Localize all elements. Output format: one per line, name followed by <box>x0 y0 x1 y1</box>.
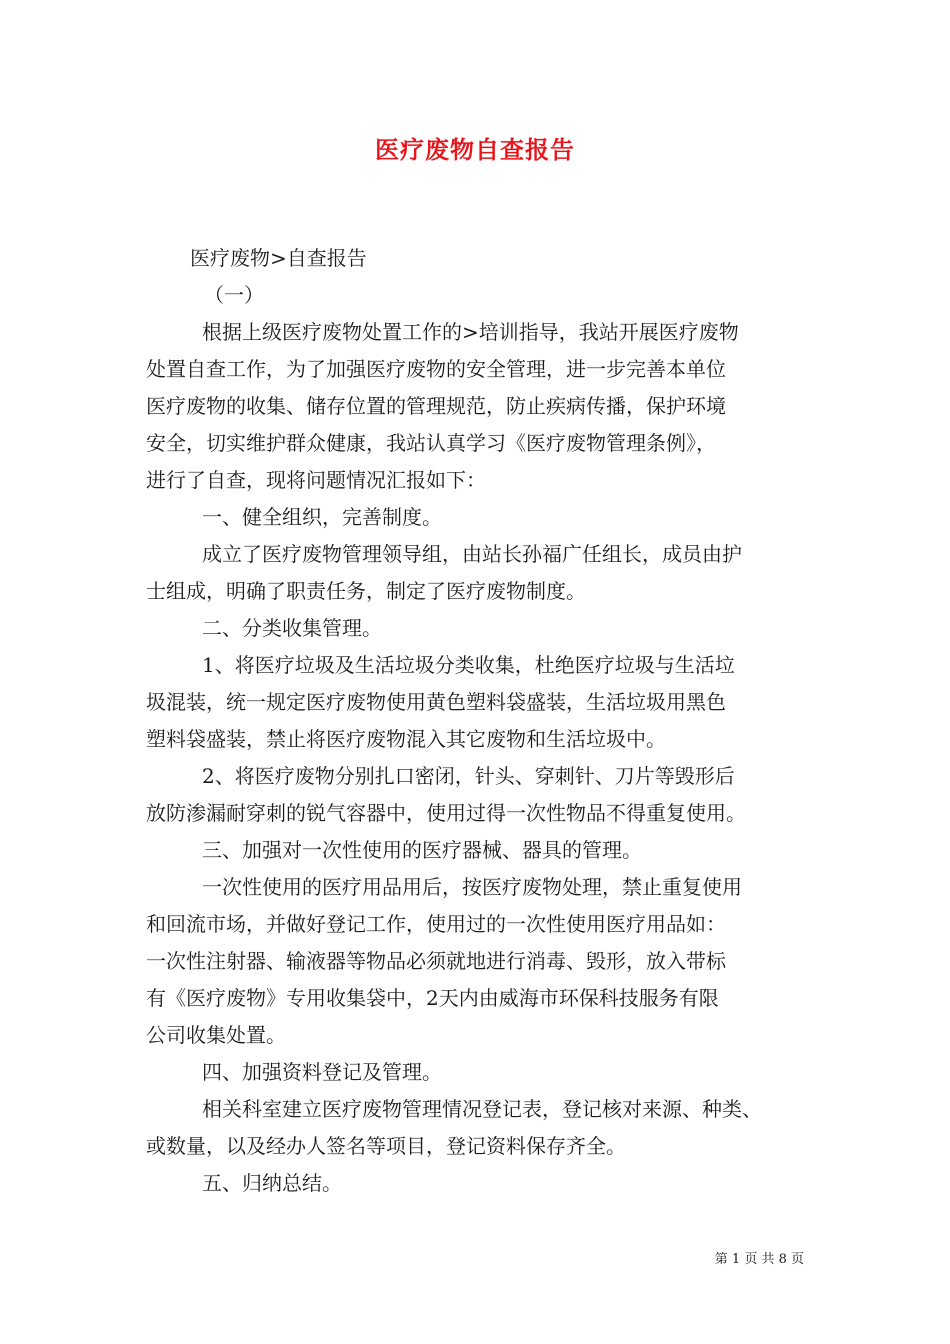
page-number-footer: 第 1 页 共 8 页 <box>714 1252 804 1267</box>
body-line: 或数量，以及经办人签名等项目，登记资料保存齐全。 <box>146 1134 626 1158</box>
body-line: 成立了医疗废物管理领导组，由站长孙福广任组长，成员由护 <box>202 542 742 566</box>
section-heading: 二、分类收集管理。 <box>202 616 382 640</box>
body-line: 和回流市场，并做好登记工作，使用过的一次性使用医疗用品如： <box>146 912 726 936</box>
body-line: 根据上级医疗废物处置工作的>培训指导，我站开展医疗废物 <box>202 320 739 344</box>
body-line: 一次性使用的医疗用品用后，按医疗废物处理，禁止重复使用 <box>202 875 742 899</box>
section-heading: 四、加强资料登记及管理。 <box>202 1060 442 1084</box>
section-heading: 三、加强对一次性使用的医疗器械、器具的管理。 <box>202 838 642 862</box>
body-line: 一次性注射器、输液器等物品必须就地进行消毒、毁形，放入带标 <box>146 949 726 973</box>
body-line: 塑料袋盛装，禁止将医疗废物混入其它废物和生活垃圾中。 <box>146 727 666 751</box>
body-line: 相关科室建立医疗废物管理情况登记表，登记核对来源、种类、 <box>202 1097 762 1121</box>
body-line: 放防渗漏耐穿刺的锐气容器中，使用过得一次性物品不得重复使用。 <box>146 801 746 825</box>
body-line: 1、将医疗垃圾及生活垃圾分类收集，杜绝医疗垃圾与生活垃 <box>202 653 735 677</box>
body-line: （一） <box>204 283 264 307</box>
body-line: 医疗废物>自查报告 <box>190 246 367 270</box>
document-title: 医疗废物自查报告 <box>375 135 575 164</box>
body-line: 安全，切实维护群众健康，我站认真学习《医疗废物管理条例》， <box>146 431 716 455</box>
body-line: 公司收集处置。 <box>146 1023 286 1047</box>
section-heading: 一、健全组织，完善制度。 <box>202 505 442 529</box>
body-line: 进行了自查，现将问题情况汇报如下： <box>146 468 486 492</box>
body-line: 医疗废物的收集、储存位置的管理规范，防止疾病传播，保护环境 <box>146 394 726 418</box>
document-body <box>146 240 816 1202</box>
body-line: 圾混装，统一规定医疗废物使用黄色塑料袋盛装，生活垃圾用黑色 <box>146 690 726 714</box>
section-heading: 五、归纳总结。 <box>202 1171 342 1195</box>
body-line: 处置自查工作，为了加强医疗废物的安全管理，进一步完善本单位 <box>146 357 726 381</box>
body-line: 士组成，明确了职责任务，制定了医疗废物制度。 <box>146 579 586 603</box>
body-line: 2、将医疗废物分别扎口密闭，针头、穿刺针、刀片等毁形后 <box>202 764 735 788</box>
body-line: 有《医疗废物》专用收集袋中，2天内由威海市环保科技服务有限 <box>146 986 719 1010</box>
